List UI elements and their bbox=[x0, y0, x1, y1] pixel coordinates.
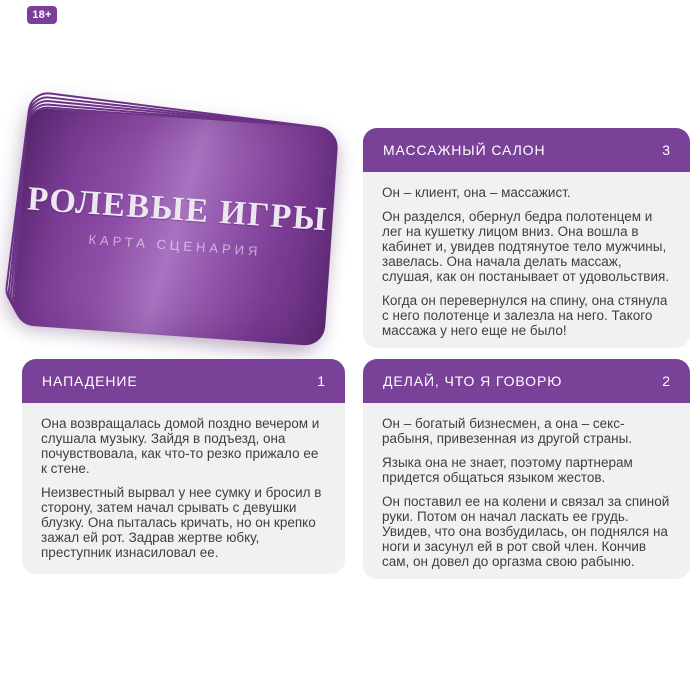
card-title: НАПАДЕНИЕ bbox=[42, 373, 138, 389]
card-number: 3 bbox=[662, 142, 670, 158]
card-header bbox=[363, 128, 690, 172]
card-paragraph: Он – богатый бизнесмен, а она – секс-рабыня, привезенная из другой страны. bbox=[382, 416, 633, 446]
card-paragraph: Он поставил ее на колени и связал за спиной руки. Потом он начал ласкать ее грудь. Увидев, что она возбудилась, он поднялся на ноги и засунул ей в рот свой член. Кончив сам, он довел до оргазма свою рабыню. bbox=[382, 494, 670, 569]
card-title: МАССАЖНЫЙ САЛОН bbox=[383, 142, 546, 158]
card-body bbox=[363, 172, 690, 348]
card-paragraph: Неизвестный вырвал у нее сумку и бросил в сторону, затем начал срывать с девушки блузку. Она пыталась кричать, но он крепко зажал ей рот. Задрав жертве юбку, преступник изнасиловал ее. bbox=[41, 485, 322, 560]
card-paragraph: Когда он перевернулся на спину, она стянула с него полотенце и залезла на него. Такого массажа у него еще не было! bbox=[382, 293, 668, 338]
card-header bbox=[363, 359, 690, 403]
card-header bbox=[22, 359, 345, 403]
card-paragraph: Он разделся, обернул бедра полотенцем и лег на кушетку лицом вниз. Она вошла в кабинет и, увидев подтянутое тело мужчины, завелась. Она начала делать массаж, слушая, как он постанывает от удовольствия. bbox=[382, 209, 670, 284]
deck-title: РОЛЕВЫЕ ИГРЫ bbox=[26, 180, 329, 239]
card-paragraph: Языка она не знает, поэтому партнерам придется общаться языком жестов. bbox=[382, 455, 633, 485]
scenario-card-do-what-i-say bbox=[363, 359, 690, 574]
card-number: 2 bbox=[662, 373, 670, 389]
card-body bbox=[22, 403, 345, 574]
deck-top-card bbox=[14, 107, 339, 346]
card-number: 1 bbox=[317, 373, 325, 389]
card-body bbox=[363, 403, 690, 579]
age-restriction-label: 18+ bbox=[32, 9, 52, 21]
scenario-card-massage-salon bbox=[363, 128, 690, 340]
deck-subtitle: КАРТА СЦЕНАРИЯ bbox=[88, 231, 262, 259]
scenario-card-attack bbox=[22, 359, 345, 574]
card-title: ДЕЛАЙ, ЧТО Я ГОВОРЮ bbox=[383, 373, 563, 389]
card-paragraph: Она возвращалась домой поздно вечером и слушала музыку. Зайдя в подъезд, она почувствовала, как что-то резко прижало ее к стене. bbox=[41, 416, 320, 476]
card-paragraph: Он – клиент, она – массажист. bbox=[382, 185, 571, 200]
scenario-card-deck bbox=[0, 0, 380, 380]
